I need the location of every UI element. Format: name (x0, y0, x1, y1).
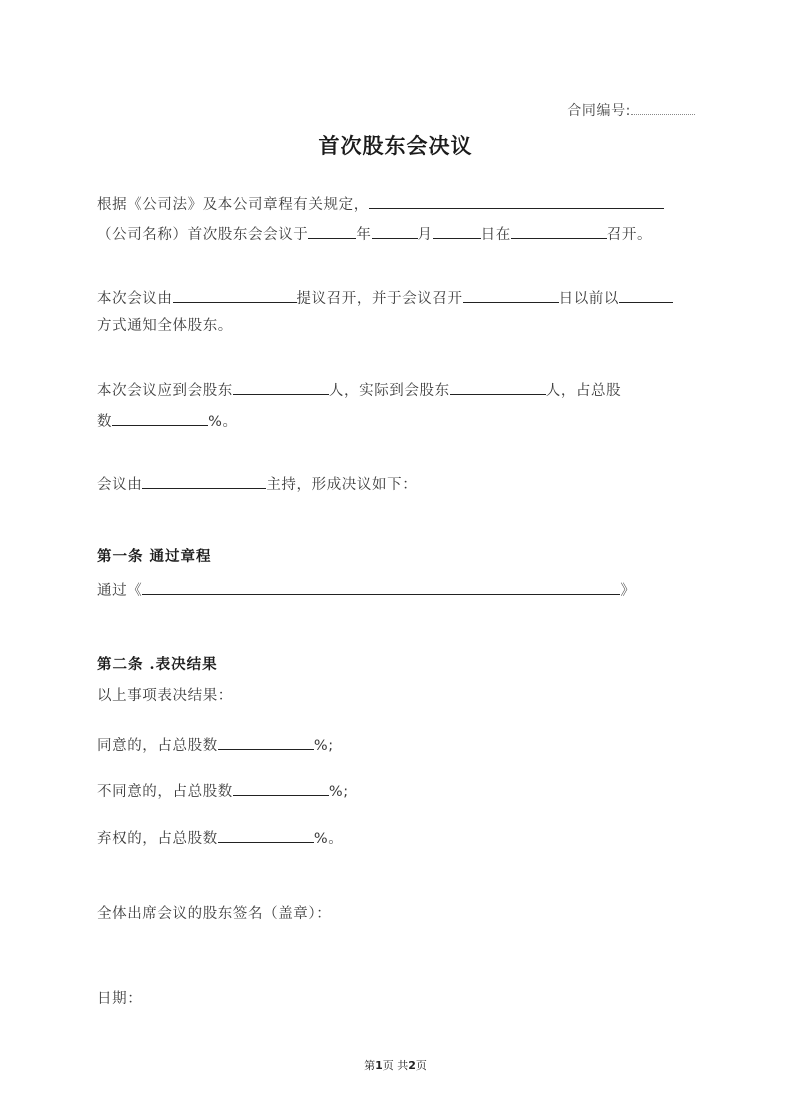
convened-label: 召开。 (606, 227, 653, 243)
page-total: 2 (408, 1059, 416, 1072)
signature-label: 全体出席会议的股东签名（盖章）： (97, 906, 332, 922)
paragraph-2-line-1 (97, 286, 673, 309)
days-before-label: 日以前以 (558, 291, 620, 307)
abstain-percent-blank[interactable] (218, 826, 314, 843)
total-shares-label: 人，占总股 (545, 383, 622, 399)
notice-method-blank[interactable] (619, 286, 673, 303)
year-blank[interactable] (308, 222, 356, 239)
agree-label: 同意的，占总股数 (97, 738, 218, 754)
notice-days-blank[interactable] (463, 286, 559, 303)
agree-percent-blank[interactable] (218, 733, 314, 750)
proposer-blank[interactable] (173, 286, 297, 303)
chair-blank[interactable] (142, 472, 266, 489)
year-label: 年 (356, 227, 372, 243)
date-label: 日期： (97, 991, 143, 1007)
paragraph-1-line-2 (97, 222, 652, 245)
paragraph-2-line-2: 方式通知全体股东。 (97, 318, 233, 334)
contract-number (567, 98, 695, 120)
paragraph-1-line-1 (97, 192, 664, 215)
page-number: 1 (375, 1059, 383, 1072)
meeting-date-label: （公司名称）首次股东会会议于 (97, 227, 309, 243)
day-blank[interactable] (433, 222, 481, 239)
proposed-label: 提议召开，并于会议召开 (296, 291, 463, 307)
disagree-percent-blank[interactable] (233, 779, 329, 796)
article-1-heading: 第一条 通过章程 (97, 548, 212, 565)
page-mid: 页 共 (382, 1059, 409, 1072)
abstain-label: 弃权的，占总股数 (97, 831, 218, 847)
day-label: 日在 (480, 227, 511, 243)
chair-label: 会议由 (97, 477, 143, 493)
actual-shareholders-blank[interactable] (450, 378, 546, 395)
contract-number-blank[interactable] (631, 98, 695, 115)
actual-shareholders-label: 人，实际到会股东 (328, 383, 450, 399)
resolutions-intro: 主持，形成决议如下： (266, 477, 418, 493)
page-footer (0, 1057, 791, 1073)
expected-shareholders-blank[interactable] (233, 378, 329, 395)
disagree-label: 不同意的，占总股数 (97, 784, 233, 800)
expected-shareholders-label: 本次会议应到会股东 (97, 383, 233, 399)
abstain-percent-sign: %。 (313, 831, 344, 847)
vote-disagree-line (97, 779, 349, 802)
month-blank[interactable] (372, 222, 418, 239)
location-blank[interactable] (511, 222, 607, 239)
document-title: 首次股东会决议 (318, 133, 473, 158)
page-suffix: 页 (415, 1059, 427, 1072)
month-label: 月 (417, 227, 433, 243)
shares-percent-blank[interactable] (112, 409, 208, 426)
disagree-percent-sign: %; (328, 784, 349, 800)
paragraph-3-line-1 (97, 378, 621, 401)
article-2-heading: 第二条 .表决结果 (97, 656, 218, 673)
contract-number-label: 合同编号: (567, 103, 631, 119)
page-prefix: 第 (364, 1059, 376, 1072)
articles-suffix: 》 (620, 583, 636, 599)
paragraph-4 (97, 472, 417, 495)
shares-label: 数 (97, 414, 113, 430)
article-1-body (97, 578, 635, 601)
articles-prefix: 通过《 (97, 583, 143, 599)
percent-label: %。 (208, 414, 238, 430)
paragraph-1-text: 根据《公司法》及本公司章程有关规定， (97, 197, 369, 213)
paragraph-3-line-2 (97, 409, 238, 432)
agree-percent-sign: %; (313, 738, 334, 754)
proposer-label: 本次会议由 (97, 291, 173, 307)
articles-name-blank[interactable] (142, 578, 620, 595)
vote-agree-line (97, 733, 334, 756)
vote-abstain-line (97, 826, 343, 849)
vote-results-intro: 以上事项表决结果： (97, 688, 233, 704)
company-name-blank[interactable] (369, 192, 664, 209)
